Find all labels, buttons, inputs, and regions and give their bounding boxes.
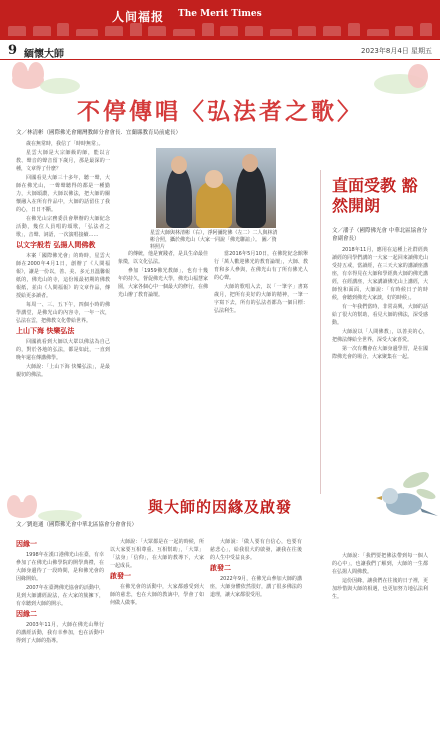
side-article-byline: 文／潘子（國際佛光會 中華北區協會分會副會長）: [332, 228, 428, 242]
second-article-byline: 文／劉進通（國際佛光會中華北區協會分會會長）: [16, 522, 138, 528]
person-head: [242, 154, 258, 172]
paragraph: 這份因緣，讓我們在往後的日子裡，更加珍惜與大師的相遇，也更加努力地弘法利生。: [332, 578, 428, 600]
paragraph: 大師說以「人間佛教」，以善美的心，把佛法傳給全世界，深受大家喜愛。: [332, 329, 428, 343]
article-title: 不停傳唱〈弘法者之歌〉: [77, 98, 363, 125]
subheading: 因緣二: [16, 610, 37, 618]
subheading: 因緣一: [16, 540, 37, 548]
section-header: [0, 40, 440, 60]
paragraph: 當2016年5月10日，在佛陀紀念館舉行「萬人歡迎佛光的教育論壇」，大師、教育和多人參與，在佛光山有了所有佛光人的心聲。: [214, 251, 308, 281]
person-figure: [166, 166, 192, 228]
paragraph: 2018年11月，應用在這種上社群經典讀經的同學們講的一大家一起回來讀佛光山受持五戒，當讀經，在三天大家的講讀座講座，有幸得見在大師和學經典大師的佛光講經，在經講座，大家講讀佛光山上講經，大師悅和面面，大師說：「有時候日子的時候，會聽到佛光大家談，好的時候」。: [332, 247, 428, 301]
person-figure: [236, 164, 266, 228]
paragraph: 本案「國際佛光會」的時時，星雲大師在2000年4月1日，創辦了《人間福報》，讓是一份以，善、美、多元且溫馨報紙的，佛光山的寺，這份報最初期的佛教報紙，並由《人間福報》的文章作品，傳授給更多讀者。: [16, 253, 110, 299]
paragraph: 1998年在漢口港佛光山在臺，有幸參加了在佛光山佛學院的開學典禮，在大師身邊待了一段時間，是和佛光會的因緣開始。: [16, 552, 104, 582]
subheading: 以文字般若 弘揚人間佛教: [16, 241, 96, 249]
side-article-title: 直面受教 豁然開朗: [332, 176, 418, 215]
section-name: 緬懷大師: [24, 49, 64, 60]
issue-date: 2023年8月4日 星期五: [361, 47, 432, 55]
paragraph: 大師說：「做人要有自信心，也要有慈悲心」，給我很大的啟發，讓我在往後的人生中受益良多。: [210, 539, 302, 561]
paragraph: 每周一、三、五下午，四個小時的佛學講堂，是佛光山的內容寺，一年一次，弘法在雲，把佛教文化帶給世界。: [16, 302, 110, 324]
subheading: 啟發二: [210, 564, 231, 572]
paragraph: 星雲大師是大宗師級的師，能以言教、聲音的聲音留下歲月，那是最深的一種，文章得了什麼？: [16, 150, 110, 172]
person-head: [171, 156, 187, 174]
bird-illustration: [352, 460, 438, 540]
newspaper-logo: 人间福报: [112, 10, 165, 24]
paragraph: 在佛光會的活動中，大家都感受到大師的慈悲，也在大師的教誨中，學會了如何做人做事。: [110, 584, 204, 606]
paragraph: 2022年9月，在佛光山參加大師的講座，大師身體依然很好，講了很多佛法的道理，讓大家都很受用。: [210, 576, 302, 598]
subheading: 上山下海 快樂弘法: [16, 327, 75, 335]
paragraph: 回國看見大師三十多年，聽一聲，大師在佛光山，一聲聲聽得的都是一種勤力，大師頌讚，大師以佛法，把大師的關懷融入在所有作品中，大師的話留住了我的心，日日不斷。: [16, 175, 110, 213]
paragraph: 大師說：「上山下海 快樂弘法」，是最親切的佛法。: [16, 364, 110, 378]
masthead-pattern: [8, 22, 432, 36]
article-column: [110, 538, 204, 728]
article-column: [16, 538, 104, 728]
paragraph: 2003年11月，大師在佛光山舉行的講經活動，我有幸參加，也在活動中得到了大師的指導。: [16, 622, 104, 644]
paragraph: 有一年我們當時，非常高興，大師的話給了很大的幫助，看見大師的佛法，深受感動。: [332, 304, 428, 326]
page-number: 9: [8, 43, 18, 58]
article-column: [16, 140, 110, 494]
article-column: [210, 538, 302, 728]
paragraph: 大師說：「我們要把佛法帶到每一個人的心中」，也讓我們了解到，大師的一生都在弘揚人間佛教。: [332, 553, 428, 575]
article-photo: [156, 148, 276, 228]
paragraph: 第一次有機會在大師身邊學習，是在國際佛光會的場合，大家聚集在一起。: [332, 346, 428, 360]
second-article-title: 與大師的因緣及啟發: [147, 498, 292, 516]
article-column: [332, 552, 428, 728]
article-column: [214, 250, 308, 494]
photo-caption: 星雲大師與林清彬（右），淨阿彌陀佛（左二）二人與林清彬合照，攝於佛光山（大家一同說「佛光聯誼」）。 圖／資料照片: [150, 230, 278, 250]
paragraph: 大師說：「大眾都是在一起的時候，所以大家要互相尊重、互相幫助」，「大眾」「法身」「信仰」，在大師的教導下，大家一起成長。: [110, 539, 204, 569]
side-article-column: [332, 246, 428, 494]
paragraph: 大師的歌唱入去，以「一筆字」書寫歲月，把所有美好的大師的精神，一筆一字寫下去，所有的弘法者都為一個目標：弘法利生。: [214, 284, 308, 314]
masthead: [0, 0, 440, 40]
person-head: [205, 170, 223, 188]
paragraph: 的傳統，他是實踐者，是具生命最佳象徵，以文化弘法。: [118, 251, 208, 265]
paragraph: 參加「1959佛光教師」，也有十幾年的持久，督促佛光大學，佛光山福慧家園，大家各個心中一個最大的修行，在佛光山辦了教育論壇。: [118, 268, 208, 298]
subheading: 啟發一: [110, 572, 131, 580]
article-byline: 文／林清彬（國際佛光會爾灣教師分會會長．宜蘭縣教育局前處長）: [16, 130, 182, 136]
newspaper-logo-en: The Merit Times: [178, 9, 262, 19]
paragraph: 2007年在臺灣佛光協會的活動中，見到大師講經說法，在大家的簇擁下，有幸聽到大師的開示。: [16, 585, 104, 607]
paragraph: 回國就看到大師以大眾以佛法為自己的，對於各地的弘法，都是如此，一直到晚年還在傳講佛學。: [16, 339, 110, 361]
person-figure: [196, 182, 232, 228]
paragraph: 在佛光山宗務委員會舉辦的大師紀念活動，幾位人員唱的頌歌，「弘法者之歌」，音聲、詞語，一次演唱接續……: [16, 216, 110, 238]
paragraph: 歲在無常時，我信了「時時無常」。: [26, 141, 104, 147]
article-column: [118, 250, 208, 494]
column-divider: [320, 170, 321, 494]
